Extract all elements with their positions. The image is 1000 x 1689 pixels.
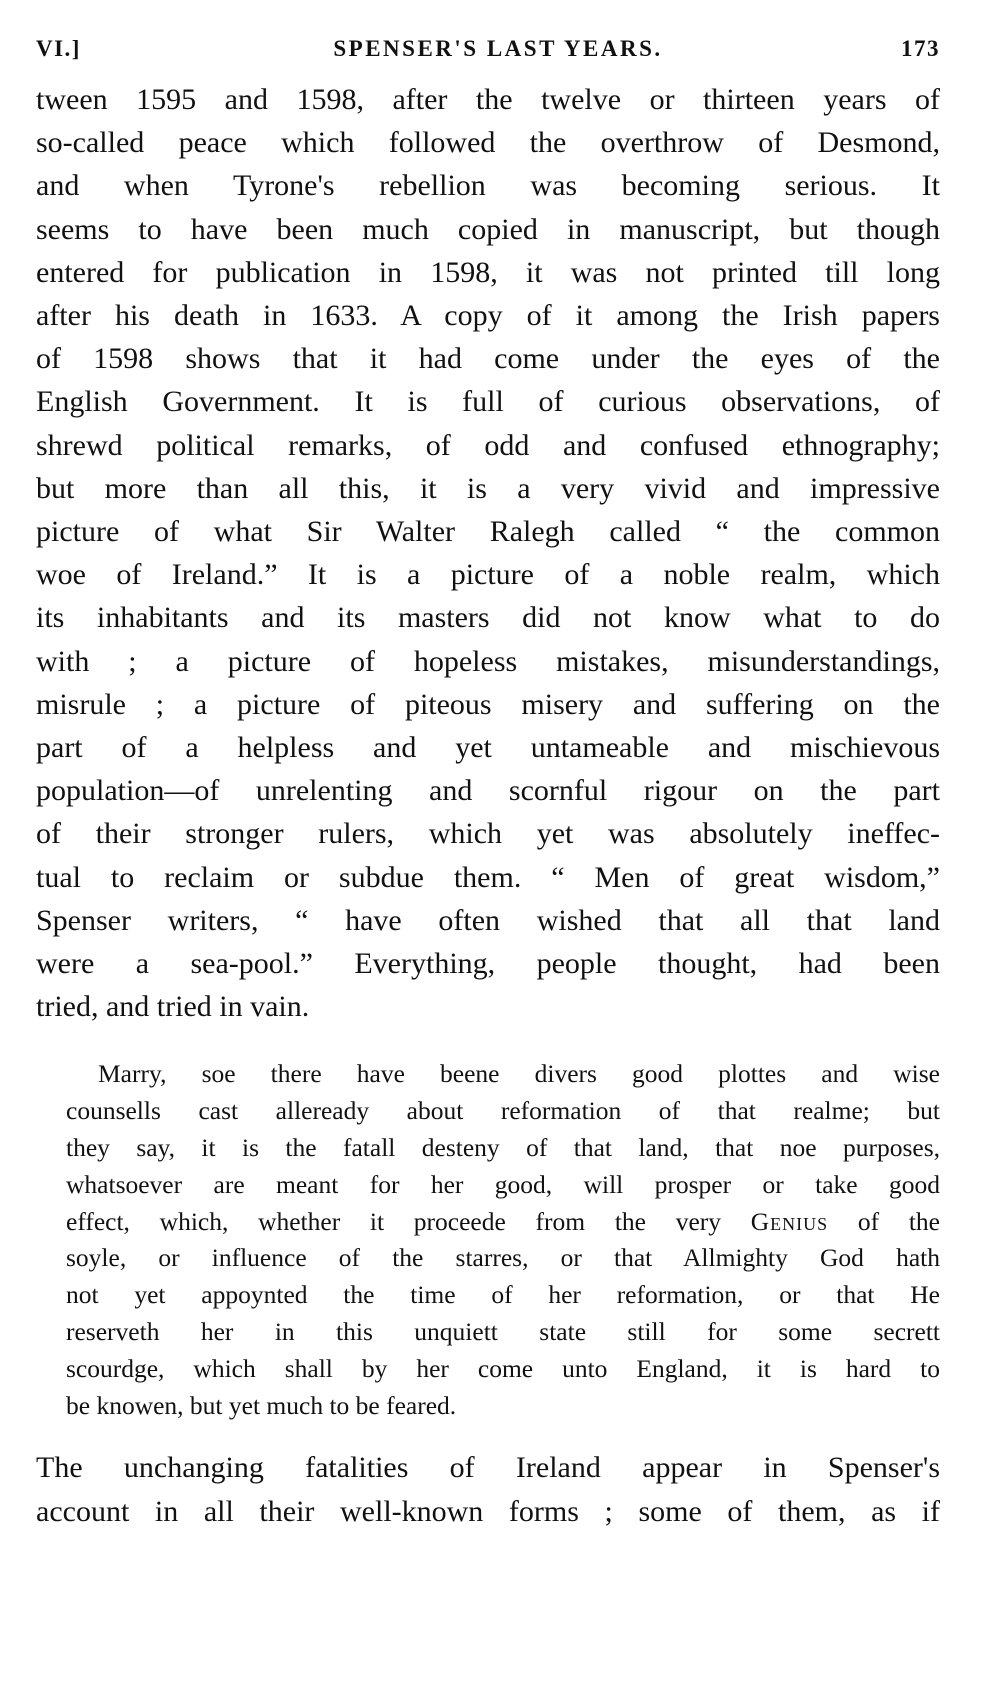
chapter-marker: VI.]: [36, 36, 81, 61]
text-line: misrule ; a picture of piteous misery and suffering on the: [36, 687, 940, 721]
text-line: seems to have been much copied in manuscript, but though: [36, 212, 940, 246]
text-line: tried, and tried in vain.: [36, 990, 310, 1024]
text-line: with ; a picture of hopeless mistakes, misunderstandings,: [36, 644, 940, 678]
text-line: so-called peace which followed the overthrow of Desmond,: [36, 126, 940, 160]
text-line: and when Tyrone's rebellion was becoming serious. It: [36, 169, 940, 203]
quote-smallcaps-word: Genius: [750, 1206, 829, 1236]
quote-fragment: effect, which, whether it proceede from the very: [66, 1206, 751, 1236]
text-line: but more than all this, it is a very vivid and impressive: [36, 471, 940, 505]
page-number: 173: [901, 36, 940, 61]
text-line: woe of Ireland.” It is a picture of a noble realm, which: [36, 558, 940, 592]
text-line: after his death in 1633. A copy of it among the Irish papers: [36, 299, 940, 333]
running-title: SPENSER'S LAST YEARS.: [333, 36, 663, 61]
text-line: Spenser writers, “ have often wished that all that land: [36, 903, 940, 937]
text-line: picture of what Sir Walter Ralegh called “ the common: [36, 515, 940, 549]
text-line: of their stronger rulers, which yet was absolutely ineffec-: [36, 817, 940, 851]
text-line: tween 1595 and 1598, after the twelve or thirteen years of: [36, 83, 940, 116]
text-line: tual to reclaim or subdue them. “ Men of great wisdom,”: [36, 860, 940, 894]
quote-line: counsells cast alleready about reformation of that realme; but: [66, 1096, 940, 1126]
quote-line: be knowen, but yet much to be feared.: [66, 1390, 457, 1420]
quote-line: not yet appoynted the time of her reformation, or that He: [66, 1280, 940, 1310]
text-line: The unchanging fatalities of Ireland appear in Spenser's: [36, 1451, 940, 1485]
text-line: account in all their well-known forms ; some of them, as if: [36, 1494, 940, 1528]
running-head: [36, 28, 940, 70]
block-quote: [66, 1056, 940, 1424]
quote-fragment: of the: [828, 1206, 940, 1236]
quote-line: reserveth her in this unquiett state still for some secrett: [66, 1317, 940, 1347]
quote-line: Marry, soe there have beene divers good plottes and wise: [98, 1059, 940, 1089]
text-line: of 1598 shows that it had come under the eyes of the: [36, 342, 940, 376]
quote-line: scourdge, which shall by her come unto England, it is hard to: [66, 1353, 940, 1383]
text-line: its inhabitants and its masters did not know what to do: [36, 601, 940, 635]
paragraph-1: [36, 78, 940, 1028]
text-line: were a sea-pool.” Everything, people thought, had been: [36, 947, 940, 981]
text-line: population—of unrelenting and scornful rigour on the part: [36, 774, 940, 808]
text-line: entered for publication in 1598, it was not printed till long: [36, 255, 940, 289]
paragraph-2: [36, 1446, 940, 1532]
text-line: English Government. It is full of curious observations, of: [36, 385, 940, 419]
text-line: shrewd political remarks, of odd and confused ethnography;: [36, 428, 940, 462]
quote-line: soyle, or influence of the starres, or that Allmighty God hath: [66, 1243, 940, 1273]
quote-line: they say, it is the fatall desteny of that land, that noe purposes,: [66, 1133, 940, 1163]
quote-line: whatsoever are meant for her good, will prosper or take good: [66, 1169, 940, 1199]
quote-line: [66, 1204, 940, 1241]
text-line: part of a helpless and yet untameable and mischievous: [36, 731, 940, 765]
